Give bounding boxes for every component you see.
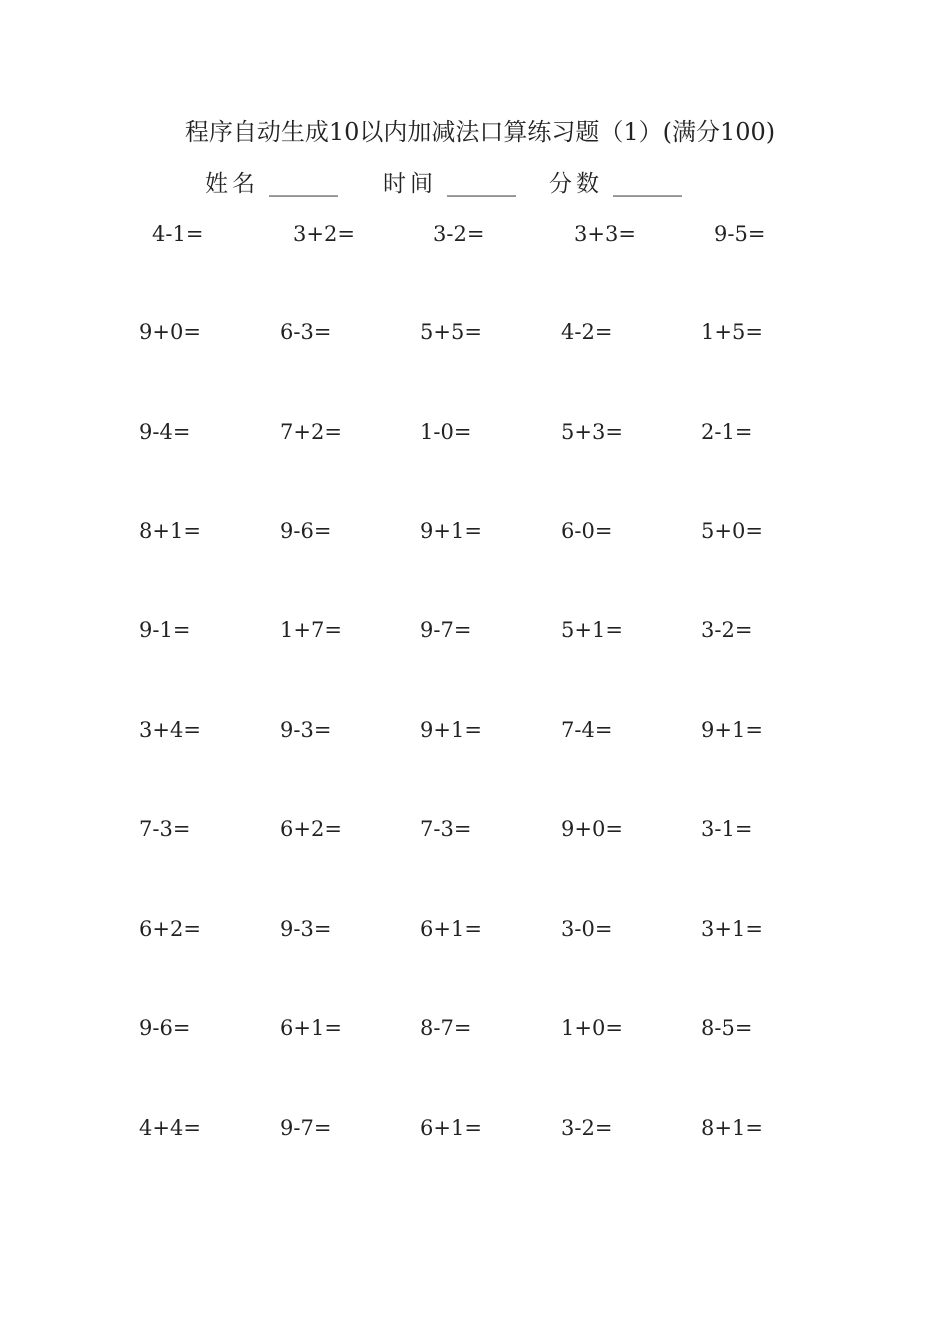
time-field (383, 166, 516, 202)
problem-item: 9-7= (280, 1116, 332, 1140)
problem-row (0, 216, 950, 252)
time-blank[interactable]: ______ (447, 171, 516, 197)
problem-item: 7-3= (420, 817, 472, 841)
problem-item: 5+3= (561, 420, 623, 444)
problem-item: 9+0= (139, 320, 201, 344)
problem-row (0, 314, 950, 350)
problem-item: 9-3= (280, 718, 332, 742)
problem-item: 4+4= (139, 1116, 201, 1140)
name-label: 姓名 (205, 171, 259, 197)
problem-item: 3-2= (701, 618, 753, 642)
problem-row (0, 911, 950, 947)
score-blank[interactable]: ______ (613, 171, 682, 197)
problem-item: 2-1= (701, 420, 753, 444)
problem-item: 8-7= (420, 1016, 472, 1040)
problem-item: 9+1= (701, 718, 763, 742)
problem-item: 9-4= (139, 420, 191, 444)
worksheet-title-text: 程序自动生成10以内加减法口算练习题（1）(满分100) (184, 118, 776, 146)
problem-item: 5+5= (420, 320, 482, 344)
problem-item: 8+1= (139, 519, 201, 543)
problem-row (0, 1010, 950, 1046)
problem-row (0, 414, 950, 450)
problem-item: 1-0= (420, 420, 472, 444)
name-field (205, 166, 338, 202)
problem-item: 7-4= (561, 718, 613, 742)
problem-row (0, 1110, 950, 1146)
problem-item: 3+2= (293, 222, 355, 246)
problem-item: 6+1= (420, 917, 482, 941)
name-blank[interactable]: ______ (269, 171, 338, 197)
problem-item: 3-1= (701, 817, 753, 841)
problem-item: 3+4= (139, 718, 201, 742)
problem-item: 3-2= (433, 222, 485, 246)
problem-item: 5+0= (701, 519, 763, 543)
problem-item: 9+1= (420, 718, 482, 742)
problem-item: 9-1= (139, 618, 191, 642)
problem-item: 9-3= (280, 917, 332, 941)
problem-item: 4-2= (561, 320, 613, 344)
problem-item: 6+1= (280, 1016, 342, 1040)
problem-row (0, 712, 950, 748)
problem-item: 8+1= (701, 1116, 763, 1140)
problem-item: 5+1= (561, 618, 623, 642)
time-label: 时间 (383, 171, 437, 197)
problem-item: 6-0= (561, 519, 613, 543)
problem-item: 3-0= (561, 917, 613, 941)
problem-item: 1+7= (280, 618, 342, 642)
problem-item: 7+2= (280, 420, 342, 444)
problem-item: 9-7= (420, 618, 472, 642)
problem-item: 8-5= (701, 1016, 753, 1040)
problem-item: 6-3= (280, 320, 332, 344)
problem-item: 9+1= (420, 519, 482, 543)
problem-item: 9-5= (714, 222, 766, 246)
problem-row (0, 811, 950, 847)
student-info-row (0, 166, 950, 202)
problem-item: 3+3= (574, 222, 636, 246)
problem-item: 9+0= (561, 817, 623, 841)
problem-item: 6+2= (280, 817, 342, 841)
score-field (549, 166, 682, 202)
problem-item: 7-3= (139, 817, 191, 841)
worksheet-title (0, 114, 950, 150)
problem-row (0, 513, 950, 549)
problem-item: 9-6= (139, 1016, 191, 1040)
problem-item: 1+0= (561, 1016, 623, 1040)
problem-item: 1+5= (701, 320, 763, 344)
problem-item: 6+2= (139, 917, 201, 941)
problem-item: 9-6= (280, 519, 332, 543)
score-label: 分数 (549, 171, 603, 197)
problem-row (0, 612, 950, 648)
problem-item: 4-1= (152, 222, 204, 246)
problem-item: 3+1= (701, 917, 763, 941)
problem-item: 3-2= (561, 1116, 613, 1140)
problem-item: 6+1= (420, 1116, 482, 1140)
